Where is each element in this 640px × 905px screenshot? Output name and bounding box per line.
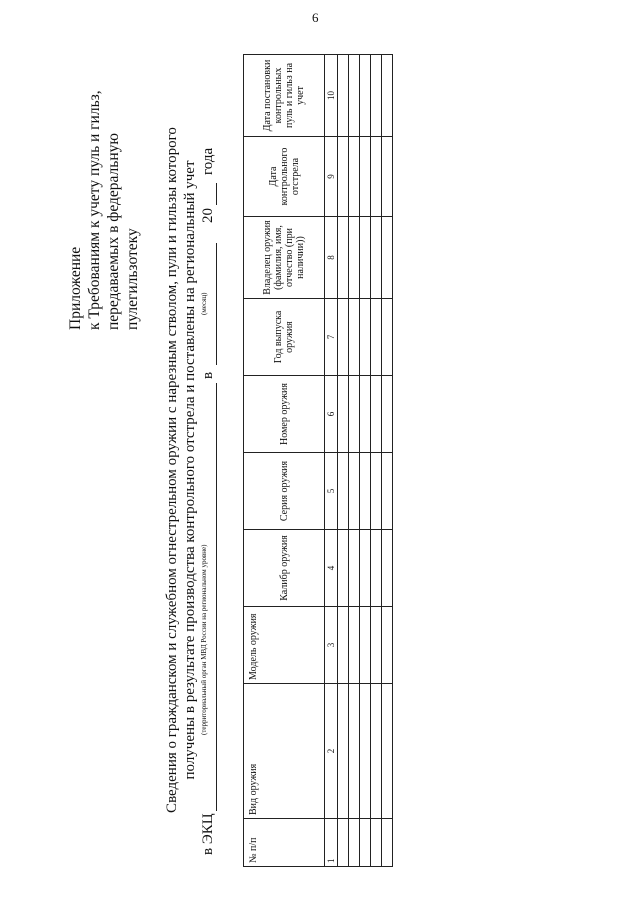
table-cell[interactable] bbox=[371, 137, 382, 217]
month-hint: (месяц) bbox=[200, 292, 208, 315]
table-cell[interactable] bbox=[338, 55, 349, 137]
ekc-line bbox=[200, 55, 222, 855]
table-cell[interactable] bbox=[382, 137, 393, 217]
column-number: 3 bbox=[325, 607, 338, 684]
table-cell[interactable] bbox=[382, 819, 393, 867]
table-row bbox=[360, 55, 371, 867]
appendix-line: Приложение bbox=[67, 246, 84, 330]
header-year: Год выпуска оружия bbox=[244, 299, 325, 376]
column-number: 4 bbox=[325, 530, 338, 607]
header-owner: Владелец оружия (фамилия, имя, отчество (при наличии)) bbox=[244, 217, 325, 299]
table-cell[interactable] bbox=[371, 530, 382, 607]
table-cell[interactable] bbox=[349, 530, 360, 607]
column-number: 7 bbox=[325, 299, 338, 376]
table-cell[interactable] bbox=[382, 607, 393, 684]
form-title bbox=[164, 55, 199, 885]
table-cell[interactable] bbox=[360, 453, 371, 530]
header-weapon-number: Номер оружия bbox=[244, 376, 325, 453]
header-caliber: Калибр оружия bbox=[244, 530, 325, 607]
table-cell[interactable] bbox=[349, 819, 360, 867]
appendix-line: пулегильзотеку bbox=[124, 228, 141, 330]
table-cell[interactable] bbox=[360, 607, 371, 684]
appendix-line: к Требованиям к учету пуль и гильз, bbox=[86, 90, 103, 330]
table-cell[interactable] bbox=[371, 607, 382, 684]
table-cell[interactable] bbox=[338, 684, 349, 819]
table-cell[interactable] bbox=[371, 453, 382, 530]
year-suffix: года bbox=[200, 147, 216, 175]
table-cell[interactable] bbox=[360, 299, 371, 376]
header-registration-date: Дата постановки контрольных пуль и гильз на учет bbox=[244, 55, 325, 137]
in-label: в bbox=[200, 371, 216, 379]
table-cell[interactable] bbox=[371, 819, 382, 867]
territorial-organ-blank[interactable] bbox=[216, 383, 217, 811]
table-cell[interactable] bbox=[360, 819, 371, 867]
column-number: 8 bbox=[325, 217, 338, 299]
rotated-form-sheet bbox=[60, 55, 390, 885]
table-cell[interactable] bbox=[360, 530, 371, 607]
table-cell[interactable] bbox=[360, 684, 371, 819]
table-row bbox=[338, 55, 349, 867]
table-cell[interactable] bbox=[349, 137, 360, 217]
ekc-prefix: в ЭКЦ bbox=[200, 813, 216, 855]
page-number: 6 bbox=[312, 10, 319, 25]
table-cell[interactable] bbox=[360, 137, 371, 217]
month-blank[interactable] bbox=[216, 243, 217, 365]
header-number: № п/п bbox=[244, 819, 325, 867]
territorial-organ-hint: (территориальный орган МВД России на региональном уровне) bbox=[200, 544, 208, 735]
table-row bbox=[382, 55, 393, 867]
table-cell[interactable] bbox=[371, 376, 382, 453]
year-prefix: 20 bbox=[200, 208, 216, 223]
column-number: 2 bbox=[325, 684, 338, 819]
column-number: 1 bbox=[325, 819, 338, 867]
table-cell[interactable] bbox=[360, 55, 371, 137]
table-cell[interactable] bbox=[349, 376, 360, 453]
table-row bbox=[371, 55, 382, 867]
column-number: 10 bbox=[325, 55, 338, 137]
table-row bbox=[349, 55, 360, 867]
table-cell[interactable] bbox=[371, 299, 382, 376]
table-cell[interactable] bbox=[349, 299, 360, 376]
table-cell[interactable] bbox=[338, 607, 349, 684]
table-cell[interactable] bbox=[382, 530, 393, 607]
year-blank[interactable] bbox=[216, 183, 217, 205]
form-title-line: получены в результате производства контрольного отстрела и поставлены на региональный учет bbox=[181, 160, 198, 780]
table-cell[interactable] bbox=[338, 530, 349, 607]
table-cell[interactable] bbox=[382, 55, 393, 137]
table-cell[interactable] bbox=[338, 819, 349, 867]
table-cell[interactable] bbox=[371, 684, 382, 819]
table-cell[interactable] bbox=[382, 299, 393, 376]
header-test-fire-date: Дата контрольного отстрела bbox=[244, 137, 325, 217]
table-cell[interactable] bbox=[371, 55, 382, 137]
table-cell[interactable] bbox=[338, 137, 349, 217]
form-title-line: Сведения о гражданском и служебном огнестрельном оружии с нарезным стволом, пули и гильзы которого bbox=[164, 127, 180, 813]
column-number-row bbox=[325, 55, 338, 867]
table-cell[interactable] bbox=[360, 376, 371, 453]
header-weapon-model: Модель оружия bbox=[244, 607, 325, 684]
table-cell[interactable] bbox=[382, 453, 393, 530]
header-row bbox=[244, 55, 325, 867]
table-cell[interactable] bbox=[338, 299, 349, 376]
column-number: 6 bbox=[325, 376, 338, 453]
header-series: Серия оружия bbox=[244, 453, 325, 530]
column-number: 9 bbox=[325, 137, 338, 217]
appendix-line: передаваемых в федеральную bbox=[105, 133, 122, 330]
table-cell[interactable] bbox=[360, 217, 371, 299]
table-cell[interactable] bbox=[349, 55, 360, 137]
weapons-registry-table bbox=[243, 54, 393, 867]
table-cell[interactable] bbox=[349, 684, 360, 819]
appendix-note bbox=[66, 55, 142, 330]
table-cell[interactable] bbox=[338, 453, 349, 530]
column-number: 5 bbox=[325, 453, 338, 530]
table-cell[interactable] bbox=[382, 376, 393, 453]
table-cell[interactable] bbox=[349, 217, 360, 299]
table-cell[interactable] bbox=[382, 217, 393, 299]
header-weapon-type: Вид оружия bbox=[244, 684, 325, 819]
table-cell[interactable] bbox=[338, 217, 349, 299]
table-cell[interactable] bbox=[349, 607, 360, 684]
table-cell[interactable] bbox=[371, 217, 382, 299]
table-cell[interactable] bbox=[338, 376, 349, 453]
table-cell[interactable] bbox=[382, 684, 393, 819]
table-cell[interactable] bbox=[349, 453, 360, 530]
